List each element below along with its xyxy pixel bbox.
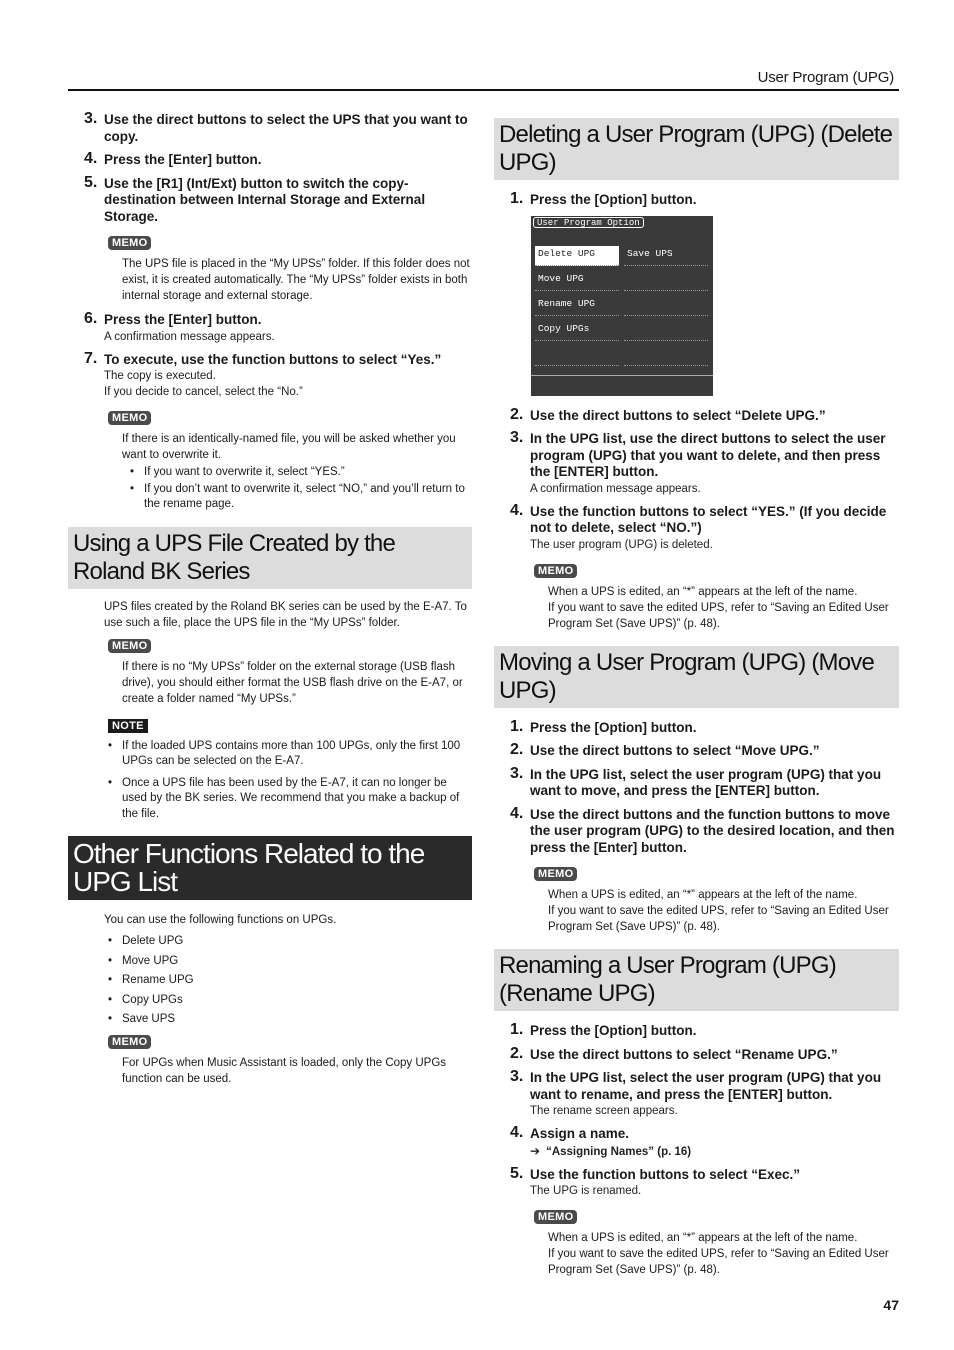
step-text: Use the [R1] (Int/Ext) button to switch the copy-destination between Internal Storage and External Storage.: [104, 175, 426, 224]
step-text: In the UPG list, select the user program (UPG) that you want to move, and press the [ENTER] button.: [530, 766, 882, 798]
step-result: A confirmation message appears.: [530, 482, 701, 495]
option-screen: [531, 216, 713, 396]
section-heading-move-upg: Moving a User Program (UPG) (Move UPG): [494, 646, 899, 708]
bk-series-body: UPS files created by the Roland BK series can be used by the E-A7. To use such a file, place the UPS file in the “My UPSs” folder.: [104, 600, 467, 629]
memo-music-assistant: For UPGs when Music Assistant is loaded, only the Copy UPGs function can be used.: [122, 1056, 447, 1085]
step-text: Assign a name.: [530, 1126, 630, 1141]
step-number: 5.: [84, 173, 98, 191]
step-5-rename: [494, 1164, 899, 1200]
step-number: 1.: [510, 1021, 524, 1038]
step-text: Press the [Option] button.: [530, 719, 697, 735]
list-item: • Move UPG: [104, 952, 472, 971]
step-result: The rename screen appears.: [530, 1105, 678, 1117]
step-text: Use the function buttons to select “Exec.”: [530, 1166, 801, 1182]
memo-label: MEMO: [534, 1210, 577, 1224]
step-number: 4.: [510, 804, 524, 822]
list-item: • Once a UPS file has been used by the E-A7, it can no longer be used by the BK series. We recommend that you make a backup of the file.: [104, 776, 472, 823]
section-heading-other-functions: Other Functions Related to the UPG List: [68, 836, 472, 900]
step-4-rename: [494, 1126, 899, 1160]
arrow-right-icon: ➔: [530, 1143, 541, 1158]
memo-no-folder: If there is no “My UPSs” folder on the external storage (USB flash drive), you should either format the USB flash drive on the E-A7, or create a folder named “My UPSs.”: [122, 660, 463, 705]
step-number: 3.: [510, 764, 524, 782]
step-number: 7.: [84, 349, 98, 367]
step-result: The copy is executed.: [104, 370, 216, 382]
note-list: [68, 739, 472, 823]
overwrite-options: [68, 465, 472, 513]
memo-label: MEMO: [534, 564, 577, 578]
step-5-copy: [68, 173, 472, 226]
step-text: Use the direct buttons to select the UPS that you want to copy.: [104, 112, 468, 144]
memo-label: MEMO: [108, 411, 151, 425]
step-7-copy: [68, 349, 472, 401]
step-number: 2.: [510, 405, 524, 423]
step-number: 4.: [510, 501, 524, 519]
step-number: 6.: [84, 310, 98, 327]
section-heading-rename-upg: Renaming a User Program (UPG) (Rename UPG): [494, 949, 899, 1011]
screen-item-empty: [535, 346, 619, 366]
step-result: The user program (UPG) is deleted.: [530, 538, 713, 551]
memo-save-ups-ref: If you want to save the edited UPS, refer to “Saving an Edited User Program Set (Save UPS)” (p. 48).: [548, 601, 889, 630]
step-3-move: [494, 764, 899, 800]
step-3-delete: [494, 431, 899, 497]
step-2-rename: [494, 1044, 899, 1064]
step-text: Use the direct buttons and the function buttons to move the user program (UPG) to the desired location, and then press the [Enter] button.: [530, 806, 895, 855]
step-number: 3.: [510, 1068, 524, 1085]
step-4-copy: [68, 152, 472, 169]
section-heading-delete-upg: Deleting a User Program (UPG) (Delete UPG): [494, 118, 899, 180]
right-column: [494, 118, 899, 1286]
list-item: • Copy UPGs: [104, 991, 472, 1010]
memo-label: MEMO: [534, 867, 577, 881]
step-text: Press the [Option] button.: [530, 192, 697, 207]
list-item: • If the loaded UPS contains more than 100 UPGs, only the first 100 UPGs can be selected on the E-A7.: [104, 739, 472, 770]
step-number: 4.: [510, 1124, 524, 1141]
step-4-delete: [494, 501, 899, 553]
list-item: • Delete UPG: [104, 932, 472, 951]
step-result: The UPG is renamed.: [530, 1185, 642, 1197]
screen-title: User Program Option: [533, 217, 644, 228]
memo-label: MEMO: [108, 1035, 151, 1049]
memo-label: MEMO: [108, 639, 151, 653]
list-item: • Save UPS: [104, 1010, 472, 1029]
left-column: [68, 112, 472, 1095]
step-number: 4.: [84, 150, 98, 167]
step-text: In the UPG list, use the direct buttons to select the user program (UPG) that you want to delete, and then press the [ENTER] button.: [530, 431, 886, 479]
step-number: 5.: [510, 1164, 524, 1182]
step-1-move: [494, 717, 899, 737]
step-number: 3.: [84, 110, 98, 127]
screen-item-empty: [624, 271, 708, 291]
step-1-rename: [494, 1023, 899, 1040]
section-heading-bk-series: Using a UPS File Created by the Roland BK Series: [68, 527, 472, 589]
cross-reference: [530, 1143, 899, 1160]
memo-my-upss-folder: The UPS file is placed in the “My UPSs” folder. If this folder does not exist, it is created automatically. The “My UPSs” folder exists in both internal storage and external storage.: [122, 258, 470, 302]
functions-list: [68, 932, 472, 1029]
step-cancel-note: If you decide to cancel, select the “No.”: [104, 386, 303, 398]
step-number: 2.: [510, 1044, 524, 1062]
list-item: • If you don’t want to overwrite it, select “NO,” and you’ll return to the rename page.: [126, 482, 472, 513]
step-text: To execute, use the function buttons to select “Yes.”: [104, 351, 442, 367]
screen-item-rename-upg[interactable]: Rename UPG: [535, 296, 619, 316]
screen-item-delete-upg[interactable]: Delete UPG: [535, 246, 619, 266]
screen-item-empty: [624, 346, 708, 366]
screen-footer-line: [531, 375, 713, 376]
step-text: Use the direct buttons to select “Delete UPG.”: [530, 407, 826, 423]
step-6-copy: [68, 312, 472, 345]
step-text: Use the direct buttons to select “Move UPG.”: [530, 743, 820, 758]
screen-item-empty: [624, 296, 708, 316]
step-2-move: [494, 743, 899, 760]
step-3-rename: [494, 1070, 899, 1119]
step-text: Use the direct buttons to select “Rename UPG.”: [530, 1046, 838, 1062]
memo-edited-mark: When a UPS is edited, an “*” appears at the left of the name.: [548, 1232, 858, 1244]
header-rule: [68, 89, 899, 91]
screen-item-move-upg[interactable]: Move UPG: [535, 271, 619, 291]
step-number: 1.: [510, 717, 524, 735]
step-number: 1.: [510, 190, 524, 207]
screen-item-save-ups[interactable]: Save UPS: [624, 246, 708, 266]
other-functions-body: You can use the following functions on UPGs.: [104, 914, 337, 926]
step-number: 3.: [510, 429, 524, 446]
screen-item-empty: [624, 321, 708, 341]
memo-edited-mark: When a UPS is edited, an “*” appears at the left of the name.: [548, 585, 858, 598]
step-3-copy: [68, 112, 472, 145]
memo-save-ups-ref: If you want to save the edited UPS, refer to “Saving an Edited User Program Set (Save UPS)” (p. 48).: [548, 1248, 889, 1276]
step-4-move: [494, 804, 899, 857]
memo-save-ups-ref: If you want to save the edited UPS, refer to “Saving an Edited User Program Set (Save UPS)” (p. 48).: [548, 905, 889, 933]
step-text: Press the [Option] button.: [530, 1023, 697, 1038]
screen-item-copy-upgs[interactable]: Copy UPGs: [535, 321, 619, 341]
step-2-delete: [494, 405, 899, 425]
page-number: 47: [883, 1297, 899, 1313]
running-header: User Program (UPG): [757, 69, 894, 86]
list-item: • Rename UPG: [104, 971, 472, 990]
memo-label: MEMO: [108, 236, 151, 250]
step-text: Use the function buttons to select “YES.” (If you decide not to delete, select “NO.”): [530, 503, 887, 535]
memo-overwrite: If there is an identically-named file, you will be asked whether you want to overwrite it.: [122, 433, 456, 461]
memo-edited-mark: When a UPS is edited, an “*” appears at the left of the name.: [548, 889, 858, 901]
step-result: A confirmation message appears.: [104, 330, 275, 343]
step-1-delete: [494, 192, 899, 209]
list-item: • If you want to overwrite it, select “YES.”: [126, 465, 472, 481]
step-number: 2.: [510, 741, 524, 758]
step-text: In the UPG list, select the user program (UPG) that you want to rename, and press the [ENTER] button.: [530, 1070, 882, 1102]
assigning-names-link[interactable]: “Assigning Names” (p. 16): [546, 1145, 692, 1158]
step-text: Press the [Enter] button.: [104, 312, 262, 327]
step-text: Press the [Enter] button.: [104, 152, 262, 167]
note-label: NOTE: [108, 719, 148, 733]
